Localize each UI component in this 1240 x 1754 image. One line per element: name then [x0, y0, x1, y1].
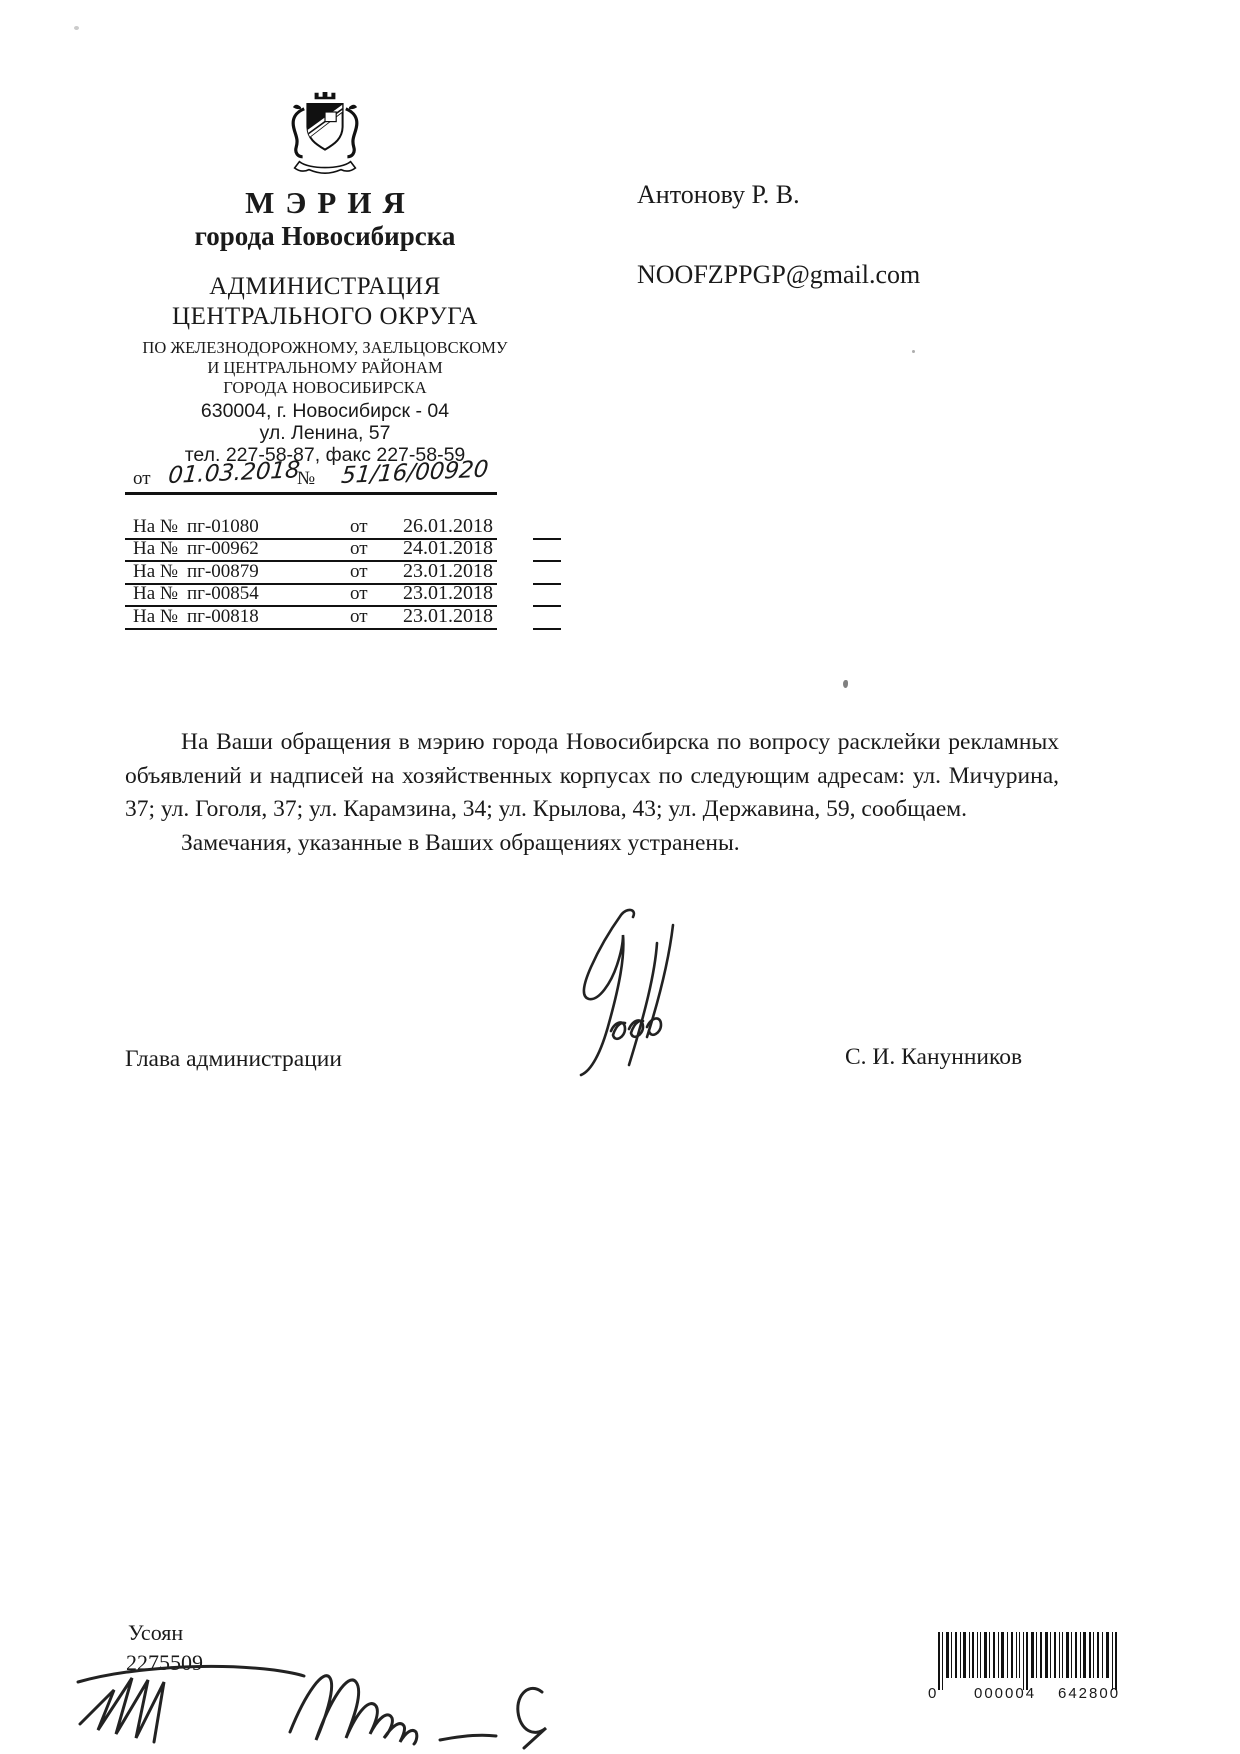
barcode-digits-mid: 000004: [974, 1685, 1037, 1702]
ref-number: пг-00818: [187, 605, 259, 627]
ref-ot-label: от: [350, 583, 368, 605]
dept-sub-line-1: ПО ЖЕЛЕЗНОДОРОЖНОМУ, ЗАЕЛЬЦОВСКОМУ: [142, 338, 508, 357]
outgoing-number-label: №: [297, 468, 316, 489]
org-title-city: города Новосибирска: [194, 221, 456, 251]
ref-ot-label: от: [350, 605, 368, 627]
barcode-digits-right: 642800: [1058, 1685, 1121, 1702]
ref-date: 24.01.2018: [403, 537, 493, 560]
phone-fax-line: тел. 227-58-87, факс 227-58-59: [184, 444, 466, 466]
dept-line-1: АДМИНИСТРАЦИЯ: [209, 273, 441, 300]
outgoing-number-line: [125, 456, 497, 495]
novosibirsk-coat-of-arms-icon: [277, 88, 373, 180]
ref-na-label: На №: [133, 538, 179, 560]
outgoing-date-label: от: [133, 468, 151, 489]
postal-address-line: 630004, г. Новосибирск - 04: [200, 400, 450, 422]
dept-sub-line-3: ГОРОДА НОВОСИБИРСКА: [223, 378, 427, 397]
addressee-email: NOOFZPPGP@gmail.com: [637, 260, 921, 289]
executor-name: Усоян: [128, 1620, 184, 1645]
ref-number: пг-00879: [187, 560, 259, 582]
reference-row: [125, 604, 497, 630]
scan-speck: [912, 350, 915, 353]
org-title-mayoralty: МЭРИЯ: [245, 185, 416, 220]
executor-phone: 2275509: [126, 1650, 203, 1675]
ref-number: пг-01080: [187, 515, 259, 537]
ref-date: 23.01.2018: [403, 604, 493, 627]
letterhead: [118, 88, 532, 466]
ref-number: пг-00962: [187, 538, 259, 560]
ref-na-label: На №: [133, 605, 179, 627]
ref-ot-label: от: [350, 560, 368, 582]
signer-title: Глава администрации: [125, 1046, 342, 1072]
addressee-name: Антонову Р. В.: [637, 180, 800, 209]
barcode-bars: [928, 1632, 1128, 1692]
ref-date: 23.01.2018: [403, 559, 493, 582]
scan-speck: [843, 680, 848, 688]
ref-number: пг-00854: [187, 583, 259, 605]
scan-speck: [74, 26, 79, 30]
body-paragraph-1: На Ваши обращения в мэрию города Новосибирска по вопросу расклейки рекламных объявлений и надписей на хозяйственных корпусах по следующим адресам: ул. Мичурина, 37; ул. Гоголя, 37; ул. Карамзина, 34; ул. Крылова, 43; ул. Державина, 59, сообщаем.: [125, 729, 1059, 822]
ref-ot-label: от: [350, 538, 368, 560]
outgoing-number-handwritten: 51/16/00920: [340, 456, 490, 489]
ref-na-label: На №: [133, 583, 179, 605]
registration-barcode: [928, 1632, 1138, 1702]
ref-na-label: На №: [133, 515, 179, 537]
letter-body: [125, 726, 1059, 860]
street-address-line: ул. Ленина, 57: [259, 422, 391, 444]
dept-sub-line-2: И ЦЕНТРАЛЬНОМУ РАЙОНАМ: [207, 358, 443, 377]
incoming-references-table: [125, 514, 497, 630]
head-signature-handwriting: [545, 903, 710, 1078]
ref-date: 26.01.2018: [403, 514, 493, 537]
ref-date: 23.01.2018: [403, 582, 493, 605]
signer-name: С. И. Канунников: [845, 1044, 1023, 1070]
ref-na-label: На №: [133, 560, 179, 582]
outgoing-date-handwritten: 01.03.2018: [167, 457, 302, 489]
ref-ot-label: от: [350, 515, 368, 537]
body-paragraph-2: Замечания, указанные в Ваших обращениях устранены.: [181, 829, 740, 856]
second-signature-handwriting: [280, 1648, 580, 1753]
dept-line-2: ЦЕНТРАЛЬНОГО ОКРУГА: [172, 303, 478, 330]
barcode-digit-left: 0: [928, 1685, 937, 1702]
